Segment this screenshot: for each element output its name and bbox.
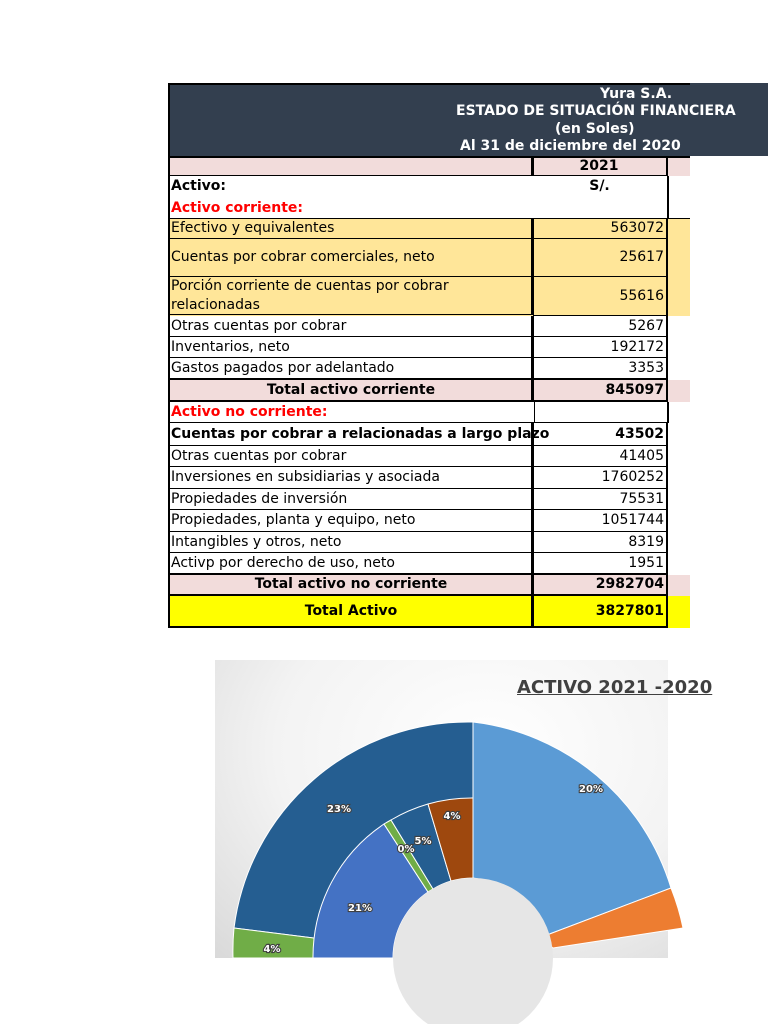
row-value: 192172 — [533, 337, 668, 358]
section-label: Activo corriente: — [171, 200, 304, 216]
currency-note: (en Soles) — [555, 121, 635, 137]
label-5: 5% — [414, 836, 432, 847]
row-label: Gastos pagados por adelantado — [170, 358, 533, 380]
row-label: Activp por derecho de uso, neto — [170, 553, 533, 575]
row-value: 1951 — [533, 553, 668, 575]
grand-total-row — [170, 596, 690, 628]
total-row — [170, 575, 690, 596]
doughnut-chart — [215, 660, 668, 958]
activo-label: Activo: — [171, 178, 226, 194]
activo-row — [170, 176, 690, 198]
balance-sheet-table — [168, 83, 736, 628]
row-label-cont: relacionadas — [171, 297, 260, 313]
section-corriente — [170, 198, 690, 218]
section-no-corriente — [170, 402, 690, 423]
total-value: 2982704 — [533, 575, 668, 596]
label-4-brown: 4% — [443, 811, 461, 822]
table-row — [170, 218, 690, 239]
row-label: Propiedades, planta y equipo, neto — [170, 510, 533, 532]
label-4-green: 4% — [263, 944, 281, 955]
table-row — [170, 532, 690, 553]
section-label: Activo no corriente: — [170, 402, 534, 423]
row-value: 1760252 — [533, 467, 668, 489]
row-label: Otras cuentas por cobrar — [170, 316, 533, 337]
chart-title: ACTIVO 2021 -2020 — [517, 677, 713, 698]
label-23: 23% — [327, 804, 351, 815]
row-label: Cuentas por cobrar comerciales, neto — [170, 239, 533, 277]
table-row — [170, 489, 690, 510]
table-row — [170, 510, 690, 532]
year-row — [170, 156, 690, 176]
row-label: Cuentas por cobrar a relacionadas a largo plazo — [170, 423, 533, 446]
grand-total-label: Total Activo — [170, 596, 533, 628]
row-value: 43502 — [533, 423, 668, 446]
table-row — [170, 553, 690, 575]
table-row — [170, 239, 690, 277]
table-row — [170, 358, 690, 380]
row-value: 5267 — [533, 316, 668, 337]
statement-title: ESTADO DE SITUACIÓN FINANCIERA — [456, 103, 736, 119]
row-value: 1051744 — [533, 510, 668, 532]
table-row — [170, 467, 690, 489]
table-row — [170, 446, 690, 467]
row-value: 8319 — [533, 532, 668, 553]
total-label: Total activo no corriente — [170, 575, 533, 596]
table-row — [170, 277, 690, 316]
currency-symbol: S/. — [534, 176, 669, 198]
row-label: Porción corriente de cuentas por cobrar — [171, 278, 449, 294]
company-name: Yura S.A. — [600, 86, 673, 102]
label-20: 20% — [579, 784, 603, 795]
total-label: Total activo corriente — [170, 380, 533, 402]
year-header: 2021 — [533, 158, 668, 176]
activo-chart — [215, 660, 713, 958]
row-label: Propiedades de inversión — [170, 489, 533, 510]
total-row — [170, 380, 690, 402]
label-21: 21% — [348, 903, 372, 914]
label-0: 0% — [397, 844, 415, 855]
row-value: 75531 — [533, 489, 668, 510]
table-row — [170, 316, 690, 337]
table-row — [170, 423, 690, 446]
row-value: 41405 — [533, 446, 668, 467]
row-value: 55616 — [533, 277, 668, 316]
row-label: Inventarios, neto — [170, 337, 533, 358]
row-label: Inversiones en subsidiarias y asociada — [170, 467, 533, 489]
row-label: Intangibles y otros, neto — [170, 532, 533, 553]
grand-total-value: 3827801 — [533, 596, 668, 628]
row-value: 3353 — [533, 358, 668, 380]
row-value: 563072 — [533, 219, 668, 239]
row-label: Otras cuentas por cobrar — [170, 446, 533, 467]
table-row — [170, 337, 690, 358]
total-value: 845097 — [533, 380, 668, 402]
table-header — [170, 85, 736, 156]
row-value: 25617 — [533, 239, 668, 277]
date-line: Al 31 de diciembre del 2020 — [460, 138, 681, 154]
row-label: Efectivo y equivalentes — [170, 219, 533, 239]
